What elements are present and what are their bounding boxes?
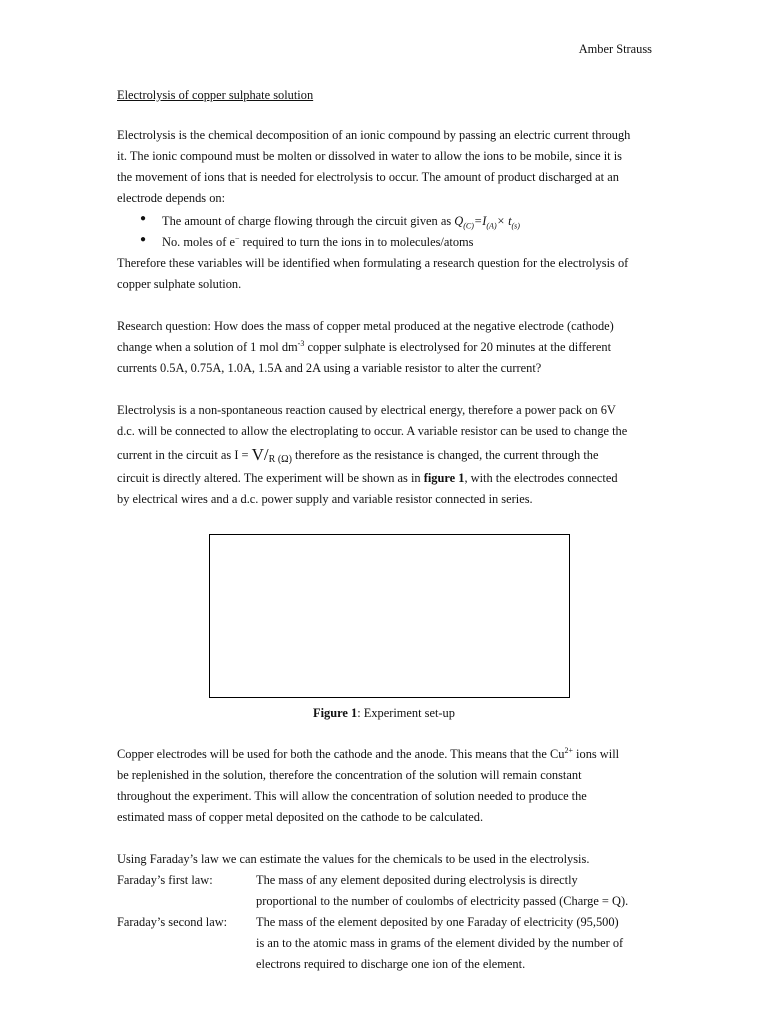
faraday-first-law-label: Faraday’s first law: <box>117 873 213 887</box>
voltage-symbol: V <box>251 445 264 464</box>
copper-line-3: throughout the experiment. This will allow the concentration of solution needed to produce the <box>117 789 587 803</box>
therefore-line-1: Therefore these variables will be identified when formulating a research question for the electrolysis of <box>117 256 629 270</box>
electrolysis-paragraph <box>117 400 657 510</box>
electro-line-3a: current in the circuit as I = <box>117 448 252 462</box>
figure-label: Figure 1 <box>313 706 358 720</box>
electro-line-1: Electrolysis is a non-spontaneous reaction caused by electrical energy, therefore a power pack on 6V <box>117 403 616 417</box>
copper-line-4: estimated mass of copper metal deposited on the cathode to be calculated. <box>117 810 484 824</box>
charge-symbol: Q <box>454 214 464 228</box>
bullet-dot-icon: ● <box>140 213 147 224</box>
first-law-line-1: The mass of any element deposited during electrolysis is directly <box>256 873 578 887</box>
first-law-line-2: proportional to the number of coulombs of electricity passed (Charge = Q). <box>256 894 629 908</box>
figure-caption-text: : Experiment set-up <box>357 706 455 720</box>
second-law-line-3: electrons required to discharge one ion of the element. <box>256 957 526 971</box>
electro-line-3b: therefore as the resistance is changed, the current through the <box>291 448 599 462</box>
second-law-line-1: The mass of the element deposited by one Faraday of electricity (95,500) <box>256 915 619 929</box>
copper-line-2: be replenished in the solution, therefore the concentration of the solution will remain constant <box>117 768 582 782</box>
research-line-2a: change when a solution of 1 mol dm <box>117 340 298 354</box>
resistance-symbol: R (Ω) <box>268 454 292 465</box>
faraday-second-law-label: Faraday’s second law: <box>117 915 228 929</box>
electron-charge: − <box>234 233 240 243</box>
bullet-dot-icon: ● <box>140 234 147 245</box>
bullet-charge-text: The amount of charge flowing through the circuit given as <box>162 214 452 228</box>
faraday-first-law-text <box>256 870 656 912</box>
faraday-intro: Using Faraday’s law we can estimate the values for the chemicals to be used in the electrolysis. <box>117 852 590 866</box>
figure-caption <box>0 706 768 721</box>
research-line-2b: copper sulphate is electrolysed for 20 minutes at the different <box>304 340 612 354</box>
intro-line-1: Electrolysis is the chemical decomposition of an ionic compound by passing an electric current through <box>117 128 631 142</box>
figure-placeholder <box>209 534 570 698</box>
intro-line-3: the movement of ions that is needed for electrolysis to occur. The amount of product discharged at an <box>117 170 619 184</box>
charge-unit: (C) <box>463 221 474 231</box>
research-line-1: Research question: How does the mass of copper metal produced at the negative electrode (cathode) <box>117 319 614 333</box>
document-title: Electrolysis of copper sulphate solution <box>117 88 314 102</box>
electro-line-4b: , with the electrodes connected <box>464 471 618 485</box>
copper-line-1a: Copper electrodes will be used for both the cathode and the anode. This means that the Cu <box>117 747 565 761</box>
research-question <box>117 316 657 379</box>
bullet-moles-text-a: No. moles of e <box>162 235 235 249</box>
author-name: Amber Strauss <box>578 42 652 56</box>
bullet-moles-text-b: required to turn the ions in to molecules/atoms <box>239 235 474 249</box>
therefore-paragraph <box>117 253 657 295</box>
fraction-slash: / <box>263 445 269 464</box>
current-unit: (A) <box>486 221 497 231</box>
therefore-line-2: copper sulphate solution. <box>117 277 242 291</box>
electro-line-2: d.c. will be connected to allow the electroplating to occur. A variable resistor can be used to change the <box>117 424 628 438</box>
copper-line-1b: ions will <box>572 747 620 761</box>
current-symbol: =I <box>473 214 487 228</box>
copper-ion-charge: 2+ <box>564 745 573 755</box>
research-line-3: currents 0.5A, 0.75A, 1.0A, 1.5A and 2A using a variable resistor to alter the current? <box>117 361 542 375</box>
electro-line-5: by electrical wires and a d.c. power supply and variable resistor connected in series. <box>117 492 533 506</box>
intro-line-2: it. The ionic compound must be molten or dissolved in water to allow the ions to be mobile, since it is <box>117 149 622 163</box>
faraday-second-law-text <box>256 912 656 975</box>
electro-line-4a: circuit is directly altered. The experiment will be shown as in <box>117 471 424 485</box>
concentration-unit-exponent: -3 <box>297 338 305 348</box>
second-law-line-2: is an to the atomic mass in grams of the element divided by the number of <box>256 936 624 950</box>
figure-reference: figure 1 <box>423 471 465 485</box>
intro-line-4: electrode depends on: <box>117 191 226 205</box>
time-unit: (s) <box>511 221 520 231</box>
copper-electrodes-paragraph <box>117 744 657 828</box>
intro-paragraph <box>117 125 657 209</box>
time-symbol: × t <box>496 214 512 228</box>
